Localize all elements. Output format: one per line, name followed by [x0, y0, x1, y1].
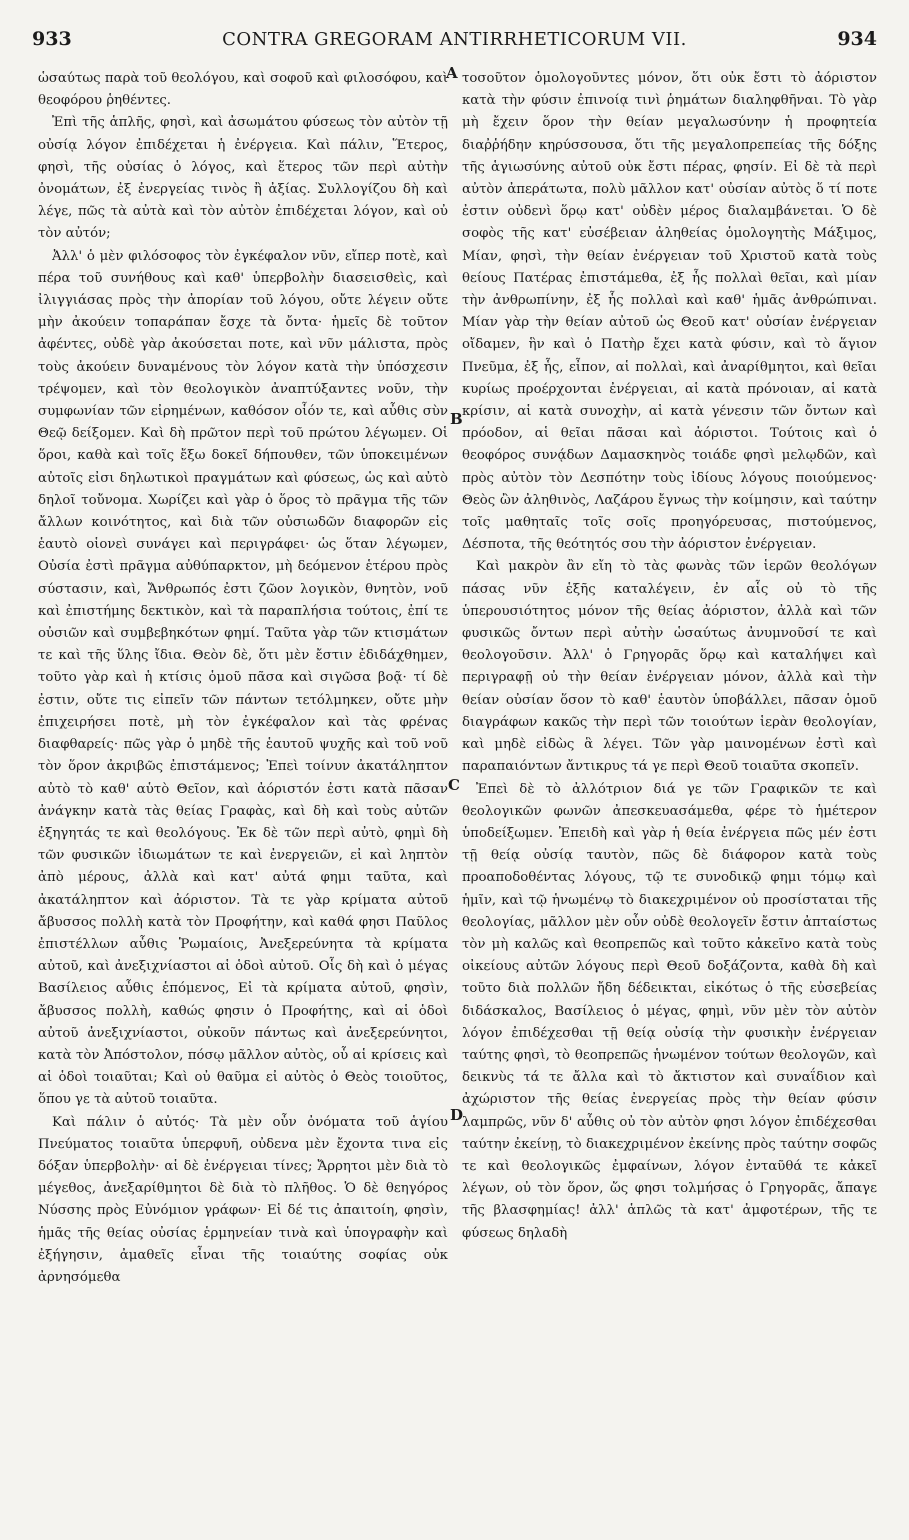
right-column: [462, 68, 877, 1520]
left-paragraph-4: Καὶ πάλιν ὁ αὐτός· Τὰ μὲν οὖν ὀνόματα τοῦ ἁγίου Πνεύματος τοιαῦτα ὑπερφυῆ, οὐδενα μὲν ἔχοντα τινα εἰς δόξαν ὑπερβολὴν· αἱ δὲ ἐνέργειαι τίνες; Ἄρρητοι μὲν διὰ τὸ μέγεθος, ἀνεξαρίθμητοι δὲ διὰ τὸ πλῆθος. Ὁ δὲ θεηγόρος Νύσσης πρὸς Εὐνόμιον γράφων· Εἰ δέ τις ἀπαιτοίη, φησὶν, ἡμᾶς τῆς θείας οὐσίας ἑρμηνείαν τινὰ καὶ ὑπογραφὴν καὶ ἐξήγησιν, ἀμαθεῖς εἶναι τῆς τοιαύτης σοφίας οὐκ ἀρνησόμεθα: [38, 1114, 448, 1285]
left-column: [38, 68, 448, 1520]
right-paragraph-3: Ἐπεὶ δὲ τὸ ἀλλότριον διά γε τῶν Γραφικῶν τε καὶ θεολογικῶν φωνῶν ἀπεσκευασάμεθα, φέρε τὸ ἡμέτερον ὑποδείξωμεν. Ἐπειδὴ καὶ γὰρ ἡ θεία ἐνέργεια πῶς μέν ἐστι τῇ θείᾳ οὐσίᾳ ταυτὸν, πῶς δὲ διάφορον κατὰ τοὺς προαποδοθέντας λόγους, τῷ τε συνοδικῷ φημι τόμῳ καὶ ἡμῖν, καὶ τῷ ἡνωμένῳ τὸ διακεχριμένον οὐ προσίσταται τῆς θεολογίας, μᾶλλον μὲν οὖν οὐδὲ θεολογεῖν ἔστιν ἀπταίστως τὸν μὴ καλῶς καὶ θεοπρεπῶς καὶ τοῦτο κἀκεῖνο κατὰ τοὺς οἰκείους αὐτῶν λόγους περὶ Θεοῦ δοξάζοντα, καθὰ δὴ καὶ τοῦτο διὰ πολλῶν ἤδη δέδεικται, εἰκότως ὁ τῆς εὐσεβείας διδάσκαλος, Βασίλειος ὁ μέγας, φημὶ, νῦν μὲν τὸν αὐτὸν λόγον ἐπιδέχεσθαι τῇ θείᾳ οὐσίᾳ τὴν φυσικὴν ἐνέργειαν ταύτης φησὶ, τὸ θεοπρεπῶς ἡνωμένον τούτων θεολογῶν, καὶ δεικνὺς τά τε ἄλλα καὶ τὸ ἄκτιστον καὶ συναΐδιον καὶ ἀχώριστον τῆς θείας ἐνεργείας πρὸς τὴν θείαν φύσιν λαμπρῶς, νῦν δ' αὖθις οὐ τὸν αὐτὸν φησι λόγον ἐπιδέχεσθαι ταύτην ἐκείνῃ, τὸ διακεχριμένον ἐκείνης πρὸς ταύτην σοφῶς τε καὶ θεολογικῶς ἐμφαίνων, λόγον ἐνταῦθά τε κἀκεῖ λέγων, οὐ τὸν ὅρον, ὥς φησι τολμήσας ὁ Γρηγορᾶς, ἄπαγε τῆς βλασφημίας! ἀλλ' ἁπλῶς τὰ κατ' ἀμφοτέρων, τῆς τε φύσεως δηλαδὴ: [462, 781, 877, 1241]
left-paragraph-2: Ἐπὶ τῆς ἁπλῆς, φησὶ, καὶ ἀσωμάτου φύσεως τὸν αὐτὸν τῇ οὐσίᾳ λόγον ἐπιδέχεται ἡ ἐνέργεια. Καὶ πάλιν, Ἕτερος, φησὶ, τῆς οὐσίας ὁ λόγος, καὶ ἕτερος τῶν περὶ αὐτὴν ὀνομάτων, ἐξ ἐνεργείας τινὸς ἢ ἀξίας. Συλλογίζου δὴ καὶ λέγε, πῶς τὰ αὐτὰ καὶ τὸν αὐτὸν ἐπιδέχεται λόγον, καὶ οὐ τὸν αὐτόν;: [38, 115, 448, 242]
margin-marker-b: B: [450, 410, 463, 428]
running-title: CONTRA GREGORAM ANTIRRHETICORUM VII.: [222, 29, 687, 50]
left-paragraph-3: Ἀλλ' ὁ μὲν φιλόσοφος τὸν ἐγκέφαλον νῦν, εἴπερ ποτὲ, καὶ πέρα τοῦ συνήθους καὶ καθ' ὑπερβολὴν διασεισθεὶς, καὶ ἰλιγγιάσας πρὸς τὴν ἀπορίαν τοῦ λόγου, οὔτε λέγειν οὔτε μὴν ἀκούειν τοπαράπαν ἔσχε τὰ ὄντα· ἡμεῖς δὲ τοῦτον ἀφέντες, οὐδὲ γὰρ ἀκούσεται ποτε, καὶ νῦν μάλιστα, πρὸς τοὺς ἀκούειν δυναμένους τὸν λόγον κατὰ τὴν ὑπόσχεσιν τρέψομεν, καὶ τὸν θεολογικὸν ἀναπτύξαντες νοῦν, τὴν συμφωνίαν τῶν εἰρημένων, καθόσον οἷόν τε, καὶ αὖθις σὺν Θεῷ δείξομεν. Καὶ δὴ πρῶτον περὶ τοῦ πρώτου λέγωμεν. Οἱ ὅροι, καθὰ καὶ τοῖς ἔξω δοκεῖ δήπουθεν, τῶν ὑποκειμένων αὐτοῖς εἰσι δηλωτικοὶ πραγμάτων καὶ φύσεως, ὡς καὶ αὐτὸ δηλοῖ τοὔνομα. Χωρίζει καὶ γὰρ ὁ ὅρος τὸ πρᾶγμα τῆς τῶν ἄλλων κοινότητος, καὶ διὰ τῶν οὐσιωδῶν διαφορῶν εἰς ἑαυτὸ οἱονεὶ συνάγει καὶ περιγράφει· ὡς ὅταν λέγωμεν, Οὐσία ἐστὶ πρᾶγμα αὐθύπαρκτον, μὴ δεόμενον ἑτέρου πρὸς σύστασιν, καὶ, Ἄνθρωπός ἐστι ζῶον λογικὸν, θνητὸν, νοῦ καὶ ἐπιστήμης δεκτικὸν, καὶ τὰ παραπλήσια τούτοις, ἐπί τε οὐσιῶν καὶ συμβεβηκότων φημί. Ταῦτα γὰρ τῶν κτισμάτων τε καὶ τῆς ὕλης ἴδια. Θεὸν δὲ, ὅτι μὲν ἔστιν ἐδιδάχθημεν, τοῦτο γὰρ καὶ ἡ κτίσις ὁμοῦ πᾶσα καὶ σιγῶσα βοᾷ· τί δὲ ἐστιν, οὔτε τις εἰπεῖν τῶν πάντων τετόλμηκεν, οὔτε μὴν ἐπιχειρήσει ποτὲ, μὴ τὸν ἐγκέφαλον καὶ τὰς φρένας διαφθαρείς· πῶς γὰρ ὁ μηδὲ τῆς ἑαυτοῦ ψυχῆς καὶ τοῦ νοῦ τὸν ὅρον ἀκριβῶς ἐπιστάμενος; Ἐπεὶ τοίνυν ἀκατάληπτον αὐτὸ τὸ καθ' αὑτὸ Θεῖον, καὶ ἀόριστόν ἐστι κατὰ πᾶσαν ἀνάγκην κατὰ τὰς θείας Γραφὰς, καὶ δὴ καὶ τοὺς αὐτῶν ἐξηγητάς τε καὶ θεολόγους. Ἐκ δὲ τῶν περὶ αὐτὸ, φημὶ δὴ τῶν φυσικῶν ἰδιωμάτων τε καὶ ἐνεργειῶν, εἰ καὶ ληπτὸν ἀπὸ μέρους, ἀλλὰ καὶ κατ' αὐτά φημι ταῦτα, καὶ ἀκατάληπτον καὶ ἀόριστον. Τὰ τε γὰρ κρίματα αὐτοῦ ἄβυσσος πολλὴ κατὰ τὸν Προφήτην, καὶ καθά φησι Παῦλος ἐπιστέλλων αὖθις Ῥωμαίοις, Ἀνεξερεύνητα τὰ κρίματα αὐτοῦ, καὶ ἀνεξιχνίαστοι αἱ ὁδοὶ αὐτοῦ. Οἷς δὴ καὶ ὁ μέγας Βασίλειος αὖθις ἑπόμενος, Εἰ τὰ κρίματα αὐτοῦ, φησὶν, ἄβυσσος πολλὴ, καθώς φησιν ὁ Προφήτης, καὶ αἱ ὁδοὶ αὐτοῦ ἀνεξιχνίαστοι, οὐκοῦν πάντως καὶ ἀνεξερεύνητοι, κατὰ τὸν Ἀπόστολον, πόσῳ μᾶλλον αὐτὸς, οὗ αἱ κρίσεις καὶ αἱ ὁδοὶ τοιαῦται; Καὶ οὐ θαῦμα εἰ αὐτὸς ὁ Θεὸς τοιοῦτος, ὅπου γε τὰ αὐτοῦ τοιαῦτα.: [38, 248, 448, 1108]
right-paragraph-2: Καὶ μακρὸν ἂν εἴη τὸ τὰς φωνὰς τῶν ἱερῶν θεολόγων πάσας νῦν ἑξῆς καταλέγειν, ἐν αἷς οὐ τὸ τῆς ὑπερουσιότητος μόνον τῆς θείας ἀόριστον, ἀλλὰ καὶ τῶν φυσικῶς ὄντων περὶ αὐτὴν ὡσαύτως ἀνυμνοῦσί τε καὶ θεολογοῦσιν. Ἀλλ' ὁ Γρηγορᾶς ὅρῳ καὶ καταλήψει καὶ περιγραφῇ οὐ τὴν θείαν ἐνέργειαν μόνον, ἀλλὰ καὶ τὴν θείαν οὐσίαν ὅσον τὸ καθ' ἑαυτὸν ὑποβάλλει, πᾶσαν ὁμοῦ διαγράφων κακῶς τὴν περὶ τῶν τοιούτων ἱερὰν θεολογίαν, καὶ μηδὲ εἰδὼς ἃ λέγει. Τῶν γὰρ μαινομένων ἐστὶ καὶ παραπαιόντων ἄντικρυς τά γε περὶ Θεοῦ τοιαῦτα σκοπεῖν.: [462, 559, 877, 775]
margin-marker-d: D: [450, 1106, 464, 1124]
right-paragraph-1: τοσοῦτον ὁμολογοῦντες μόνον, ὅτι οὐκ ἔστι τὸ ἀόριστον κατὰ τὴν φύσιν ἐπινοίᾳ τινὶ ῥημάτων διαληφθῆναι. Τὸ γὰρ μὴ ἔχειν ὅρον τὴν θείαν μεγαλωσύνην ἡ προφητεία διαῤῥήδην κηρύσσουσα, ὅτι τῆς μεγαλοπρεπείας τῆς δόξης τῆς ἁγιωσύνης αὐτοῦ οὐκ ἔστι πέρας, φησίν. Εἰ δὲ τὰ περὶ αὐτὸν ἀπεράτωτα, πολὺ μᾶλλον κατ' οὐσίαν αὐτὸς ὅ τί ποτε ἐστιν οὐδενὶ ὅρῳ κατ' οὐδὲν μέρος διαλαμβάνεται. Ὁ δὲ σοφὸς τῆς κατ' εὐσέβειαν ἀληθείας ὁμολογητὴς Μάξιμος, Μίαν, φησὶ, τὴν θείαν ἐνέργειαν τοῦ Χριστοῦ κατὰ τοὺς θείους Πατέρας ἐπιστάμεθα, ἐξ ἧς πολλαὶ θεῖαι, καὶ μίαν τὴν ἀνθρωπίνην, ἐξ ἧς πολλαὶ καὶ καθ' ἡμᾶς ἀνθρώπιναι. Μίαν γὰρ τὴν θείαν αὐτοῦ ὡς Θεοῦ κατ' οὐσίαν ἐνέργειαν οἴδαμεν, ἣν καὶ ὁ Πατὴρ ἔχει κατὰ φύσιν, καὶ τὸ ἅγιον Πνεῦμα, ἐξ ἧς, εἶπον, αἱ πολλαὶ, καὶ ἀναρίθμητοι, καὶ θεῖαι κυρίως προέρχονται ἐνέργειαι, αἱ κατὰ πρόνοιαν, αἱ κατὰ κρίσιν, αἱ κατὰ συνοχὴν, αἱ κατὰ γένεσιν τῶν ὄντων καὶ πρόοδον, αἱ θεῖαι πᾶσαι καὶ ἀόριστοι. Τούτοις καὶ ὁ θεοφόρος συνᾴδων Δαμασκηνὸς τοιάδε φησὶ μελῳδῶν, καὶ πρὸς αὐτὸν τὸν Δεσπότην τοὺς ἰδίους λόγους ποιούμενος· Θεὸς ὢν ἀληθινὸς, Λαζάρου ἔγνως τὴν κοίμησιν, καὶ ταύτην τοῖς μαθηταῖς τοῖς σοῖς προηγόρευσας, πιστούμενος, Δέσποτα, τῆς θεότητός σου τὴν ἀόριστον ἐνέργειαν.: [462, 71, 877, 553]
margin-marker-a: A: [446, 64, 458, 82]
margin-marker-c: C: [448, 776, 460, 794]
right-page-number: 934: [837, 28, 877, 50]
left-paragraph-1: ὡσαύτως παρὰ τοῦ θεολόγου, καὶ σοφοῦ καὶ φιλοσόφου, καὶ θεοφόρου ῥηθέντες.: [38, 71, 448, 109]
page-header: [28, 28, 881, 62]
left-page-number: 933: [32, 28, 72, 50]
